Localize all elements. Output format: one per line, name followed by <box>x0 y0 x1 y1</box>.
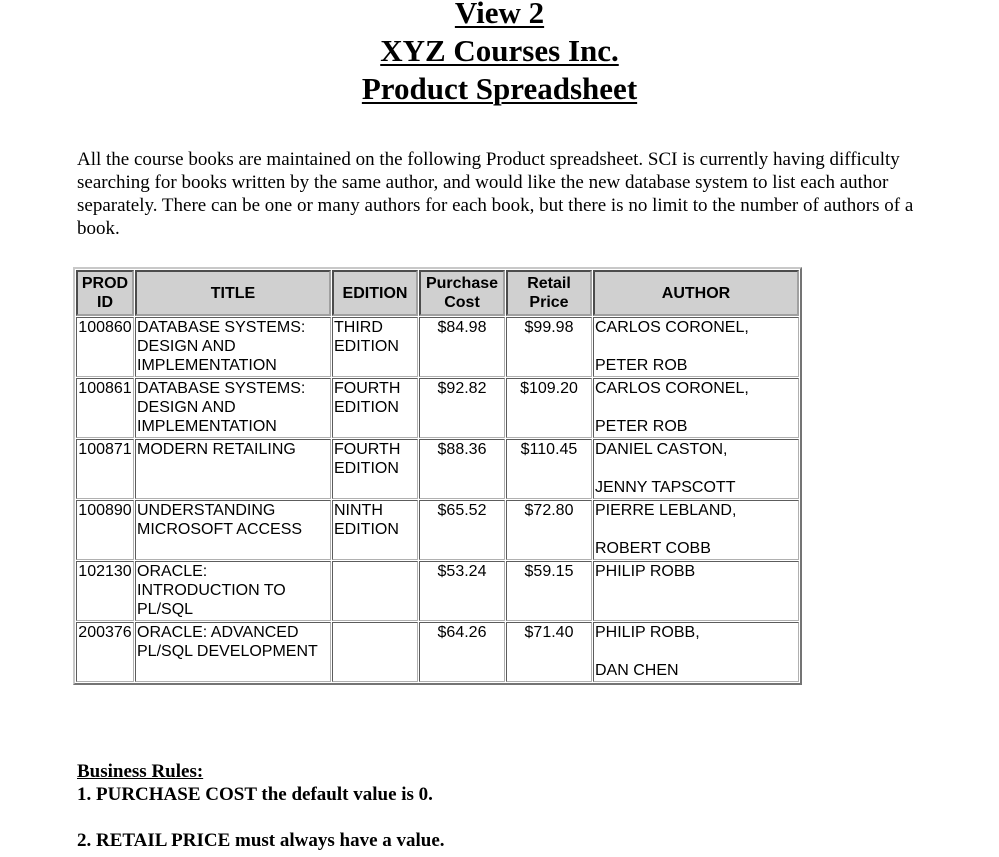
cell-author <box>593 378 799 438</box>
author-name: ROBERT COBB <box>595 540 711 558</box>
cell-author <box>593 317 799 377</box>
cell-title: ORACLE: ADVANCED PL/SQL DEVELOPMENT <box>135 622 331 682</box>
cell-retail-price: $72.80 <box>506 500 592 560</box>
table-row <box>76 378 799 438</box>
table-row <box>76 622 799 682</box>
product-table <box>73 267 802 685</box>
cell-retail-price: $109.20 <box>506 378 592 438</box>
cell-author <box>593 439 799 499</box>
cell-retail-price: $99.98 <box>506 317 592 377</box>
cell-purchase-cost: $88.36 <box>419 439 505 499</box>
business-rules-heading: Business Rules: <box>77 761 204 782</box>
cell-edition: FOURTH EDITION <box>332 378 418 438</box>
cell-title: UNDERSTANDING MICROSOFT ACCESS <box>135 500 331 560</box>
header-author: AUTHOR <box>593 270 799 316</box>
author-name: PETER ROB <box>595 357 688 375</box>
cell-retail-price: $110.45 <box>506 439 592 499</box>
cell-purchase-cost: $84.98 <box>419 317 505 377</box>
cell-prod-id: 100871 <box>76 439 134 499</box>
cell-author <box>593 561 799 621</box>
cell-retail-price: $71.40 <box>506 622 592 682</box>
author-name: CARLOS CORONEL, <box>595 319 749 336</box>
header-retail-price: Retail Price <box>506 270 592 316</box>
author-name: CARLOS CORONEL, <box>595 380 749 397</box>
table-row <box>76 500 799 560</box>
cell-prod-id: 102130 <box>76 561 134 621</box>
author-name: DANIEL CASTON, <box>595 441 728 458</box>
cell-prod-id: 100890 <box>76 500 134 560</box>
author-name: JENNY TAPSCOTT <box>595 479 736 497</box>
cell-purchase-cost: $53.24 <box>419 561 505 621</box>
table-row <box>76 439 799 499</box>
cell-prod-id: 200376 <box>76 622 134 682</box>
company-title: XYZ Courses Inc. <box>380 33 619 68</box>
cell-author <box>593 500 799 560</box>
cell-title: MODERN RETAILING <box>135 439 331 499</box>
author-name: PHILIP ROBB, <box>595 624 700 641</box>
table-row <box>76 561 799 621</box>
cell-edition: NINTH EDITION <box>332 500 418 560</box>
cell-prod-id: 100861 <box>76 378 134 438</box>
cell-edition: THIRD EDITION <box>332 317 418 377</box>
header-edition: EDITION <box>332 270 418 316</box>
intro-paragraph: All the course books are maintained on the following Product spreadsheet. SCI is currently having difficulty searching for books written by the same author, and would like the new database system to list each author separately. There can be one or many authors for each book, but there is no limit to the number of authors of a book. <box>77 149 914 239</box>
author-name: PETER ROB <box>595 418 688 436</box>
spreadsheet-title: Product Spreadsheet <box>361 71 638 106</box>
view-title: View 2 <box>454 0 545 30</box>
cell-title: DATABASE SYSTEMS: DESIGN AND IMPLEMENTATION <box>135 317 331 377</box>
header-purchase-cost: Purchase Cost <box>419 270 505 316</box>
cell-title: ORACLE: INTRODUCTION TO PL/SQL <box>135 561 331 621</box>
cell-edition <box>332 622 418 682</box>
business-rules <box>77 760 445 852</box>
cell-author <box>593 622 799 682</box>
header-prod-id: PROD ID <box>76 270 134 316</box>
table-header-row <box>76 270 799 316</box>
cell-title: DATABASE SYSTEMS: DESIGN AND IMPLEMENTATION <box>135 378 331 438</box>
cell-purchase-cost: $64.26 <box>419 622 505 682</box>
business-rule-2: 2. RETAIL PRICE must always have a value. <box>77 830 445 851</box>
cell-purchase-cost: $65.52 <box>419 500 505 560</box>
cell-purchase-cost: $92.82 <box>419 378 505 438</box>
cell-prod-id: 100860 <box>76 317 134 377</box>
cell-edition: FOURTH EDITION <box>332 439 418 499</box>
document-title-block <box>0 0 999 108</box>
cell-edition <box>332 561 418 621</box>
table-row <box>76 317 799 377</box>
author-name: PHILIP ROBB <box>595 563 696 580</box>
cell-retail-price: $59.15 <box>506 561 592 621</box>
business-rule-1: 1. PURCHASE COST the default value is 0. <box>77 784 433 805</box>
author-name: DAN CHEN <box>595 662 679 680</box>
author-name: PIERRE LEBLAND, <box>595 502 737 519</box>
header-title: TITLE <box>135 270 331 316</box>
